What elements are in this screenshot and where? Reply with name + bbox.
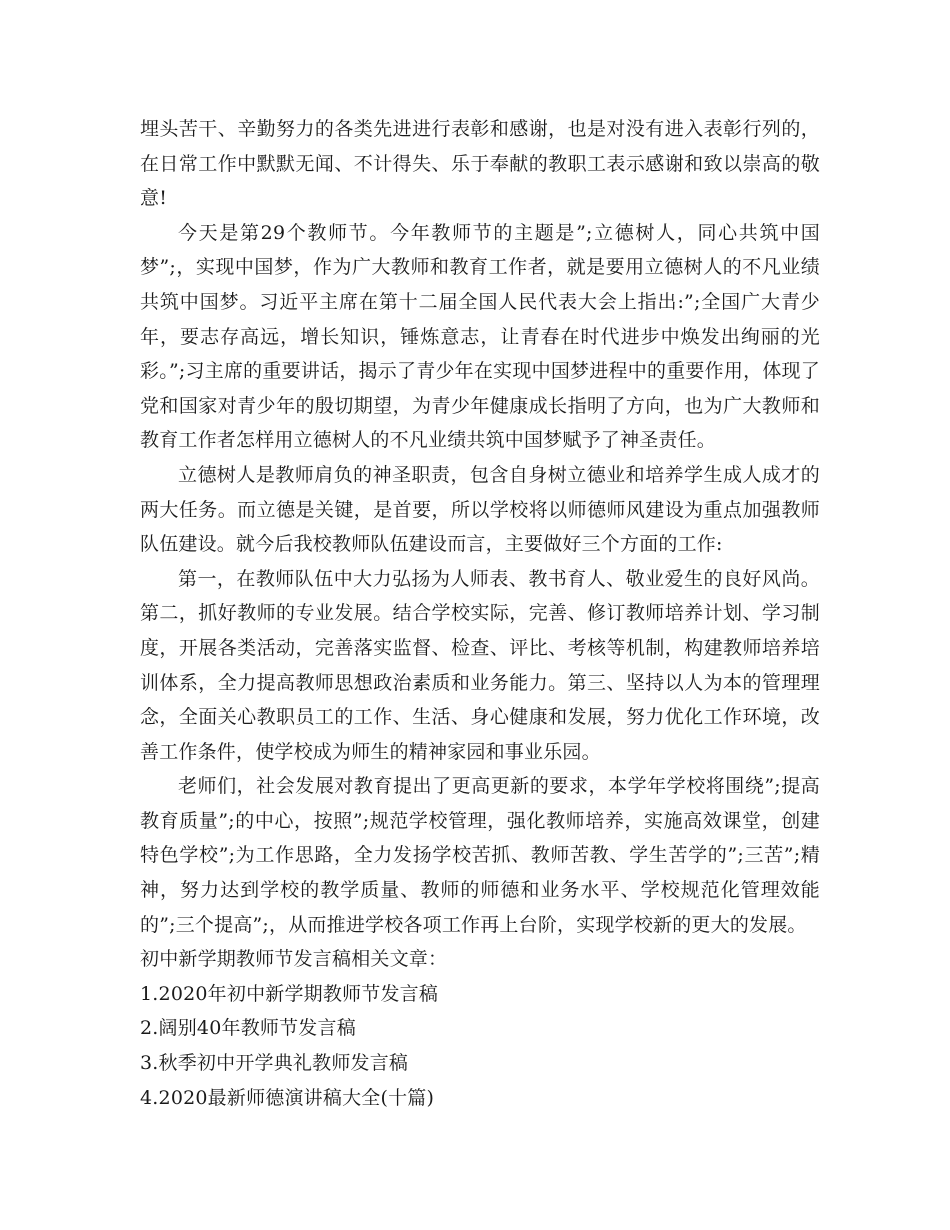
paragraph-5: 老师们，社会发展对教育提出了更高更新的要求，本学年学校将围绕”;提高教育质量”;的中心，按照”;规范学校管理，强化教师培养，实施高效课堂，创建特色学校”;为工作思路，全力发扬学校苦抓、教师苦教、学生苦学的”;三苦”;精神，努力达到学校的教学质量、教师的师德和业务水平、学校规范化管理效能的”;三个提高”;，从而推进学校各项工作再上台阶，实现学校新的更大的发展。 <box>140 775 820 936</box>
related-articles <box>140 942 820 1115</box>
related-article-link-2[interactable]: 2.阔别40年教师节发言稿 <box>140 1017 356 1040</box>
related-article-link-1[interactable]: 1.2020年初中新学期教师节发言稿 <box>140 982 439 1005</box>
paragraph-3: 立德树人是教师肩负的神圣职责，包含自身树立德业和培养学生成人成才的两大任务。而立德是关键，是首要，所以学校将以师德师风建设为重点加强教师队伍建设。就今后我校教师队伍建设而言，主要做好三个方面的工作: <box>140 463 820 556</box>
document-page <box>140 112 820 1115</box>
related-articles-title: 初中新学期教师节发言稿相关文章： <box>140 948 448 971</box>
related-article-link-3[interactable]: 3.秋季初中开学典礼教师发言稿 <box>140 1052 409 1075</box>
related-articles-list <box>140 977 820 1115</box>
speech-body <box>140 112 820 942</box>
related-article-link-4[interactable]: 4.2020最新师德演讲稿大全(十篇) <box>140 1086 435 1109</box>
paragraph-1: 埋头苦干、辛勤努力的各类先进进行表彰和感谢，也是对没有进入表彰行列的，在日常工作中默默无闻、不计得失、乐于奉献的教职工表示感谢和致以崇高的敬意! <box>140 118 820 210</box>
paragraph-4: 第一，在教师队伍中大力弘扬为人师表、教书育人、敬业爱生的良好风尚。第二，抓好教师的专业发展。结合学校实际，完善、修订教师培养计划、学习制度，开展各类活动，完善落实监督、检查、评比、考核等机制，构建教师培养培训体系，全力提高教师思想政治素质和业务能力。第三、坚持以人为本的管理理念，全面关心教职员工的工作、生活、身心健康和发展，努力优化工作环境，改善工作条件，使学校成为师生的精神家园和事业乐园。 <box>140 567 820 763</box>
paragraph-2: 今天是第29个教师节。今年教师节的主题是”;立德树人，同心共筑中国梦”;，实现中国梦，作为广大教师和教育工作者，就是要用立德树人的不凡业绩共筑中国梦。习近平主席在第十二届全国人民代表大会上指出:”;全国广大青少年，要志存高远，增长知识，锤炼意志，让青春在时代进步中焕发出绚丽的光彩。”;习主席的重要讲话，揭示了青少年在实现中国梦进程中的重要作用，体现了党和国家对青少年的殷切期望，为青少年健康成长指明了方向，也为广大教师和教育工作者怎样用立德树人的不凡业绩共筑中国梦赋予了神圣责任。 <box>140 221 820 452</box>
